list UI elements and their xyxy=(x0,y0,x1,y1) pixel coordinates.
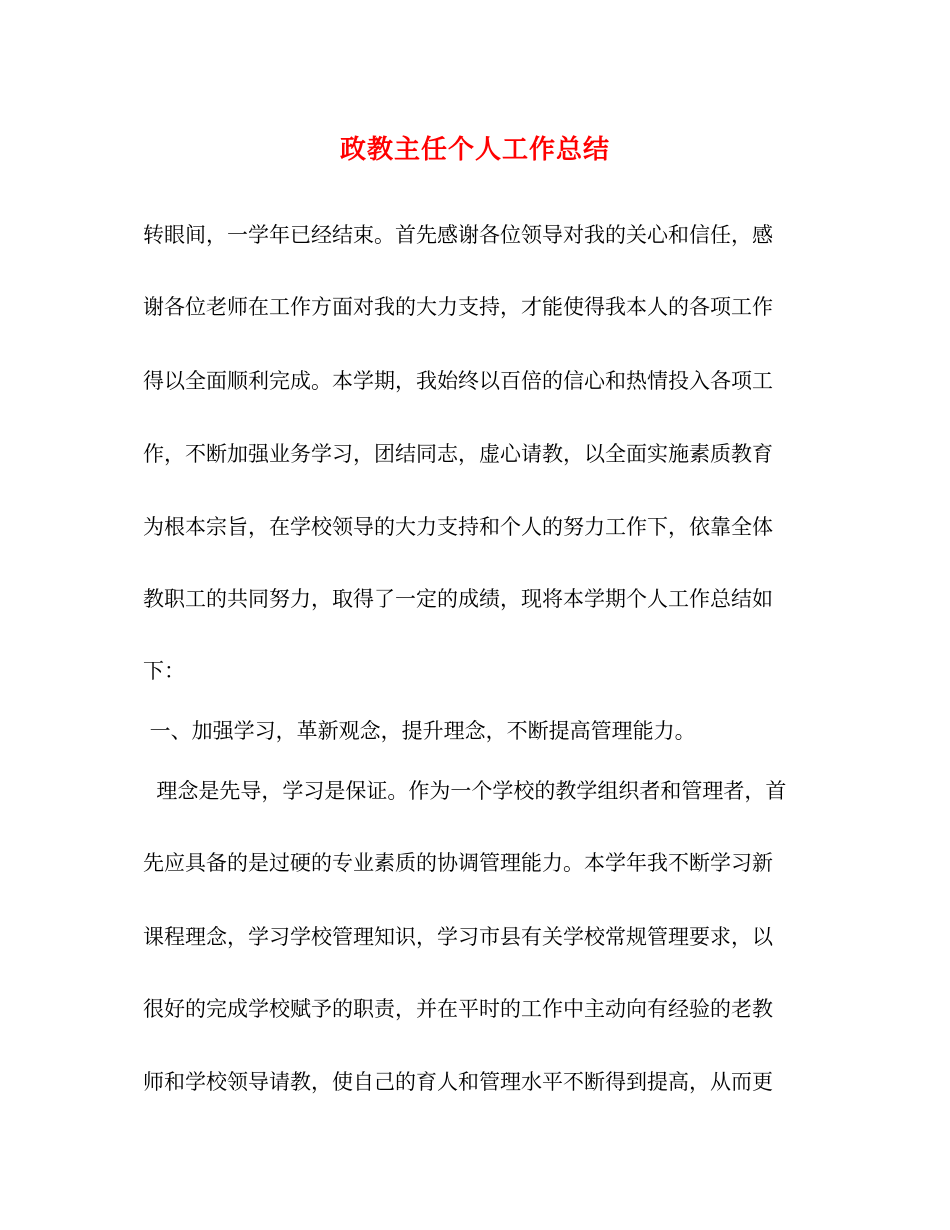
document-title: 政教主任个人工作总结 xyxy=(339,135,610,165)
body-line: 下： xyxy=(143,659,185,683)
body-line: 转眼间，一学年已经结束。首先感谢各位领导对我的关心和信任，感 xyxy=(143,223,773,247)
body-line: 得以全面顺利完成。本学期，我始终以百倍的信心和热情投入各项工 xyxy=(143,369,773,393)
body-line: 课程理念，学习学校管理知识，学习市县有关学校常规管理要求，以 xyxy=(143,925,773,949)
body-line: 理念是先导，学习是保证。作为一个学校的教学组织者和管理者，首 xyxy=(143,779,787,803)
body-line: 先应具备的是过硬的专业素质的协调管理能力。本学年我不断学习新 xyxy=(143,851,773,875)
body-line: 为根本宗旨，在学校领导的大力支持和个人的努力工作下，依靠全体 xyxy=(143,515,773,539)
body-line: 教职工的共同努力，取得了一定的成绩，现将本学期个人工作总结如 xyxy=(143,587,773,611)
body-line: 谢各位老师在工作方面对我的大力支持，才能使得我本人的各项工作 xyxy=(143,295,773,319)
section-heading: 一、加强学习，革新观念，提升理念，不断提高管理能力。 xyxy=(143,719,696,743)
body-line: 很好的完成学校赋予的职责，并在平时的工作中主动向有经验的老教 xyxy=(143,997,773,1021)
body-line: 师和学校领导请教，使自己的育人和管理水平不断得到提高，从而更 xyxy=(143,1070,773,1094)
body-line: 作，不断加强业务学习，团结同志，虚心请教，以全面实施素质教育 xyxy=(143,442,773,466)
